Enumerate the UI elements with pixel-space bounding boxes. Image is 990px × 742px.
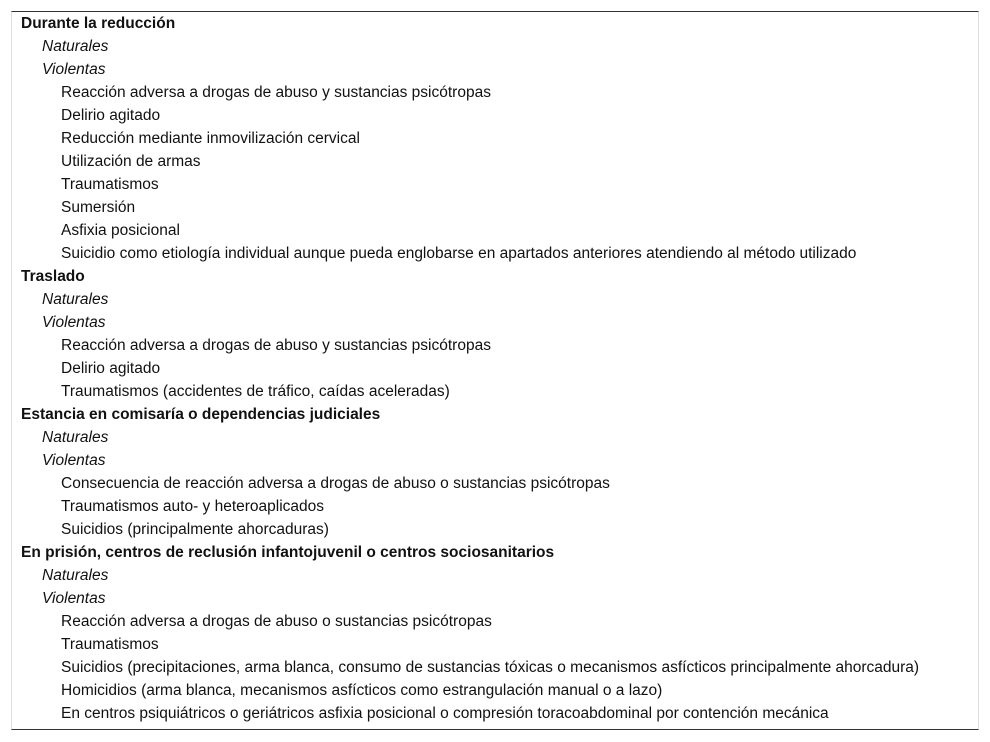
list-item: Delirio agitado	[61, 360, 161, 377]
list-item: Homicidios (arma blanca, mecanismos asfícticos como estrangulación manual o a lazo)	[61, 682, 663, 699]
category-violentas: Violentas	[42, 314, 106, 331]
list-item: Suicidios (principalmente ahorcaduras)	[61, 521, 329, 538]
list-item: Delirio agitado	[61, 107, 161, 124]
list-item: Asfixia posicional	[61, 222, 180, 239]
list-item: Traumatismos auto- y heteroaplicados	[61, 498, 325, 515]
list-item: Sumersión	[61, 199, 136, 216]
classification-table	[11, 11, 979, 730]
list-item: Suicidio como etiología individual aunque pueda englobarse en apartados anteriores atendiendo al método utilizado	[61, 245, 857, 262]
list-item: Reacción adversa a drogas de abuso y sustancias psicótropas	[61, 337, 491, 354]
list-item: Suicidios (precipitaciones, arma blanca, consumo de sustancias tóxicas o mecanismos asfícticos principalmente ahorcadura)	[61, 659, 920, 676]
category-naturales: Naturales	[42, 567, 109, 584]
list-item: Reacción adversa a drogas de abuso y sustancias psicótropas	[61, 84, 491, 101]
section-title: Durante la reducción	[21, 15, 176, 32]
section-title: Estancia en comisaría o dependencias judiciales	[21, 406, 381, 423]
section-title: Traslado	[21, 268, 85, 285]
list-item: Traumatismos	[61, 176, 159, 193]
section-title: En prisión, centros de reclusión infantojuvenil o centros sociosanitarios	[21, 544, 555, 561]
category-violentas: Violentas	[42, 61, 106, 78]
list-item: Traumatismos (accidentes de tráfico, caídas aceleradas)	[61, 383, 450, 400]
list-item: Traumatismos	[61, 636, 159, 653]
category-violentas: Violentas	[42, 452, 106, 469]
category-naturales: Naturales	[42, 38, 109, 55]
list-item: Consecuencia de reacción adversa a drogas de abuso o sustancias psicótropas	[61, 475, 610, 492]
category-naturales: Naturales	[42, 429, 109, 446]
category-violentas: Violentas	[42, 590, 106, 607]
list-item: En centros psiquiátricos o geriátricos asfixia posicional o compresión toracoabdominal por contención mecánica	[61, 705, 829, 722]
list-item: Utilización de armas	[61, 153, 201, 170]
category-naturales: Naturales	[42, 291, 109, 308]
list-item: Reacción adversa a drogas de abuso o sustancias psicótropas	[61, 613, 492, 630]
list-item: Reducción mediante inmovilización cervical	[61, 130, 360, 147]
